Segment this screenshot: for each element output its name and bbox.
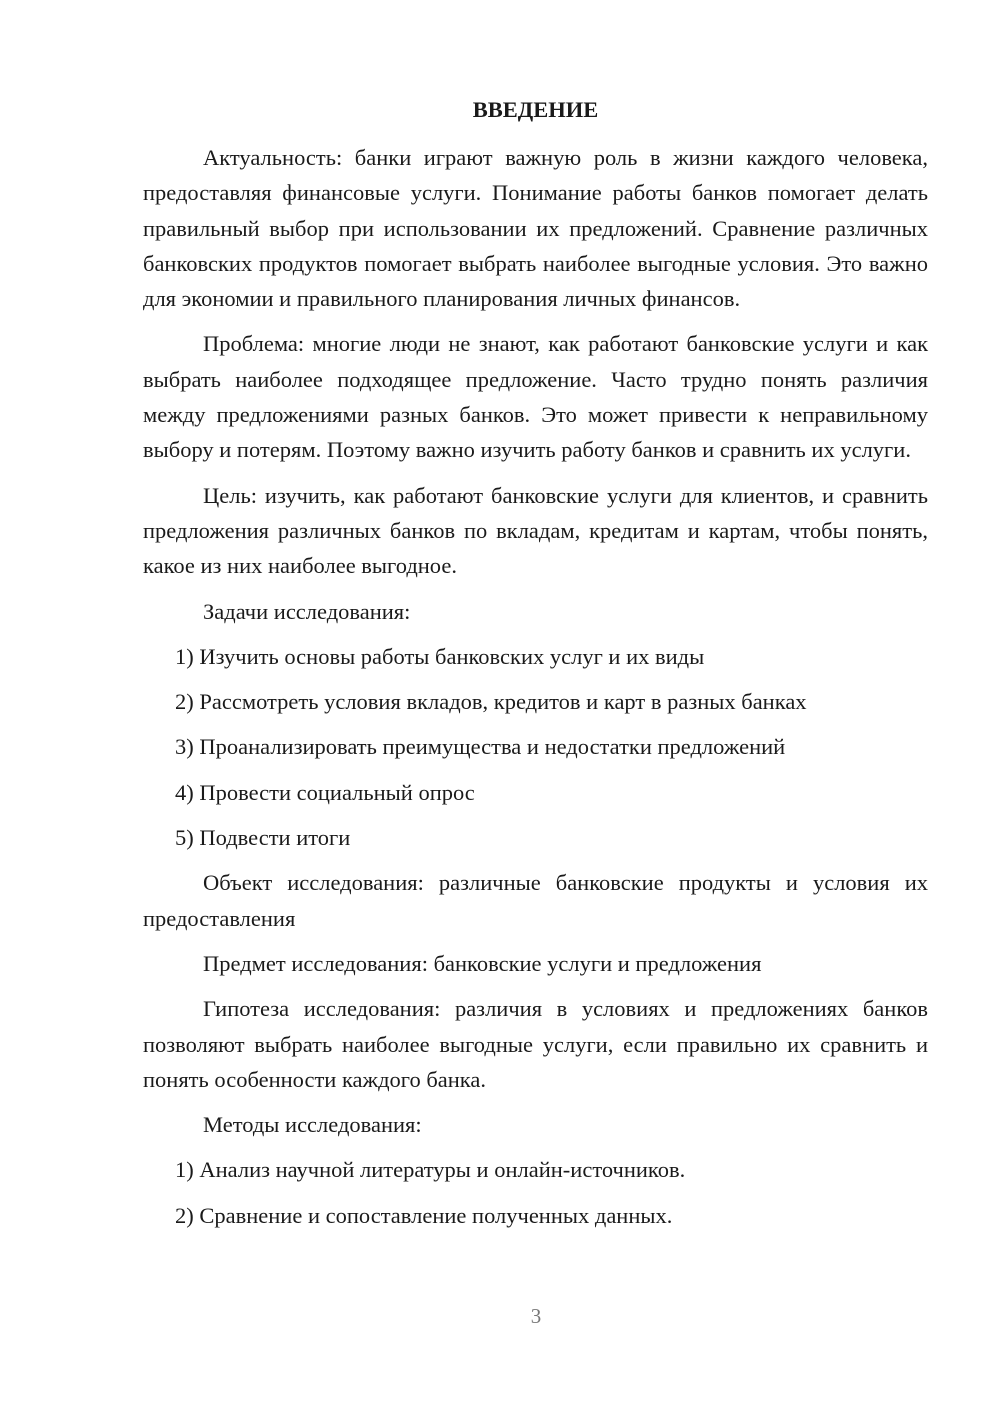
task-item: 3) Проанализировать преимущества и недостатки предложений — [175, 734, 786, 760]
document-page — [143, 92, 928, 1243]
paragraph-goal: Цель: изучить, как работают банковские услуги для клиентов, и сравнить предложения различных банков по вкладам, кредитам и картам, чтобы понять, какое из них наиболее выгодное. — [143, 482, 928, 579]
page-number: 3 — [530, 1304, 542, 1328]
task-item: 1) Изучить основы работы банковских услуг и их виды — [175, 643, 705, 669]
methods-heading: Методы исследования: — [203, 1112, 422, 1138]
task-item: 2) Рассмотреть условия вкладов, кредитов и карт в разных банках — [175, 689, 807, 715]
paragraph-relevance: Актуальность: банки играют важную роль в жизни каждого человека, предоставляя финансовые услуги. Понимание работы банков помогает делать правильный выбор при использовании их предложений. Сравнение различных банковских продуктов помогает выбрать наиболее выгодные условия. Это важно для экономии и правильного планирования личных финансов. — [143, 145, 928, 312]
section-title: ВВЕДЕНИЕ — [472, 97, 599, 122]
paragraph-hypothesis: Гипотеза исследования: различия в условиях и предложениях банков позволяют выбрать наиболее выгодные услуги, если правильно их сравнить и понять особенности каждого банка. — [143, 996, 928, 1092]
method-item: 1) Анализ научной литературы и онлайн-источников. — [175, 1157, 686, 1183]
task-item: 5) Подвести итоги — [175, 825, 351, 851]
paragraph-object: Объект исследования: различные банковские продукты и условия их предоставления — [143, 870, 928, 931]
method-item: 2) Сравнение и сопоставление полученных данных. — [175, 1202, 673, 1228]
task-item: 4) Провести социальный опрос — [175, 779, 475, 805]
paragraph-subject: Предмет исследования: банковские услуги и предложения — [203, 950, 762, 976]
tasks-heading: Задачи исследования: — [203, 598, 411, 624]
paragraph-problem: Проблема: многие люди не знают, как работают банковские услуги и как выбрать наиболее подходящее предложение. Часто трудно понять различия между предложениями разных банков. Это может привести к неправильному выбору и потерям. Поэтому важно изучить работу банков и сравнить их услуги. — [143, 331, 928, 463]
